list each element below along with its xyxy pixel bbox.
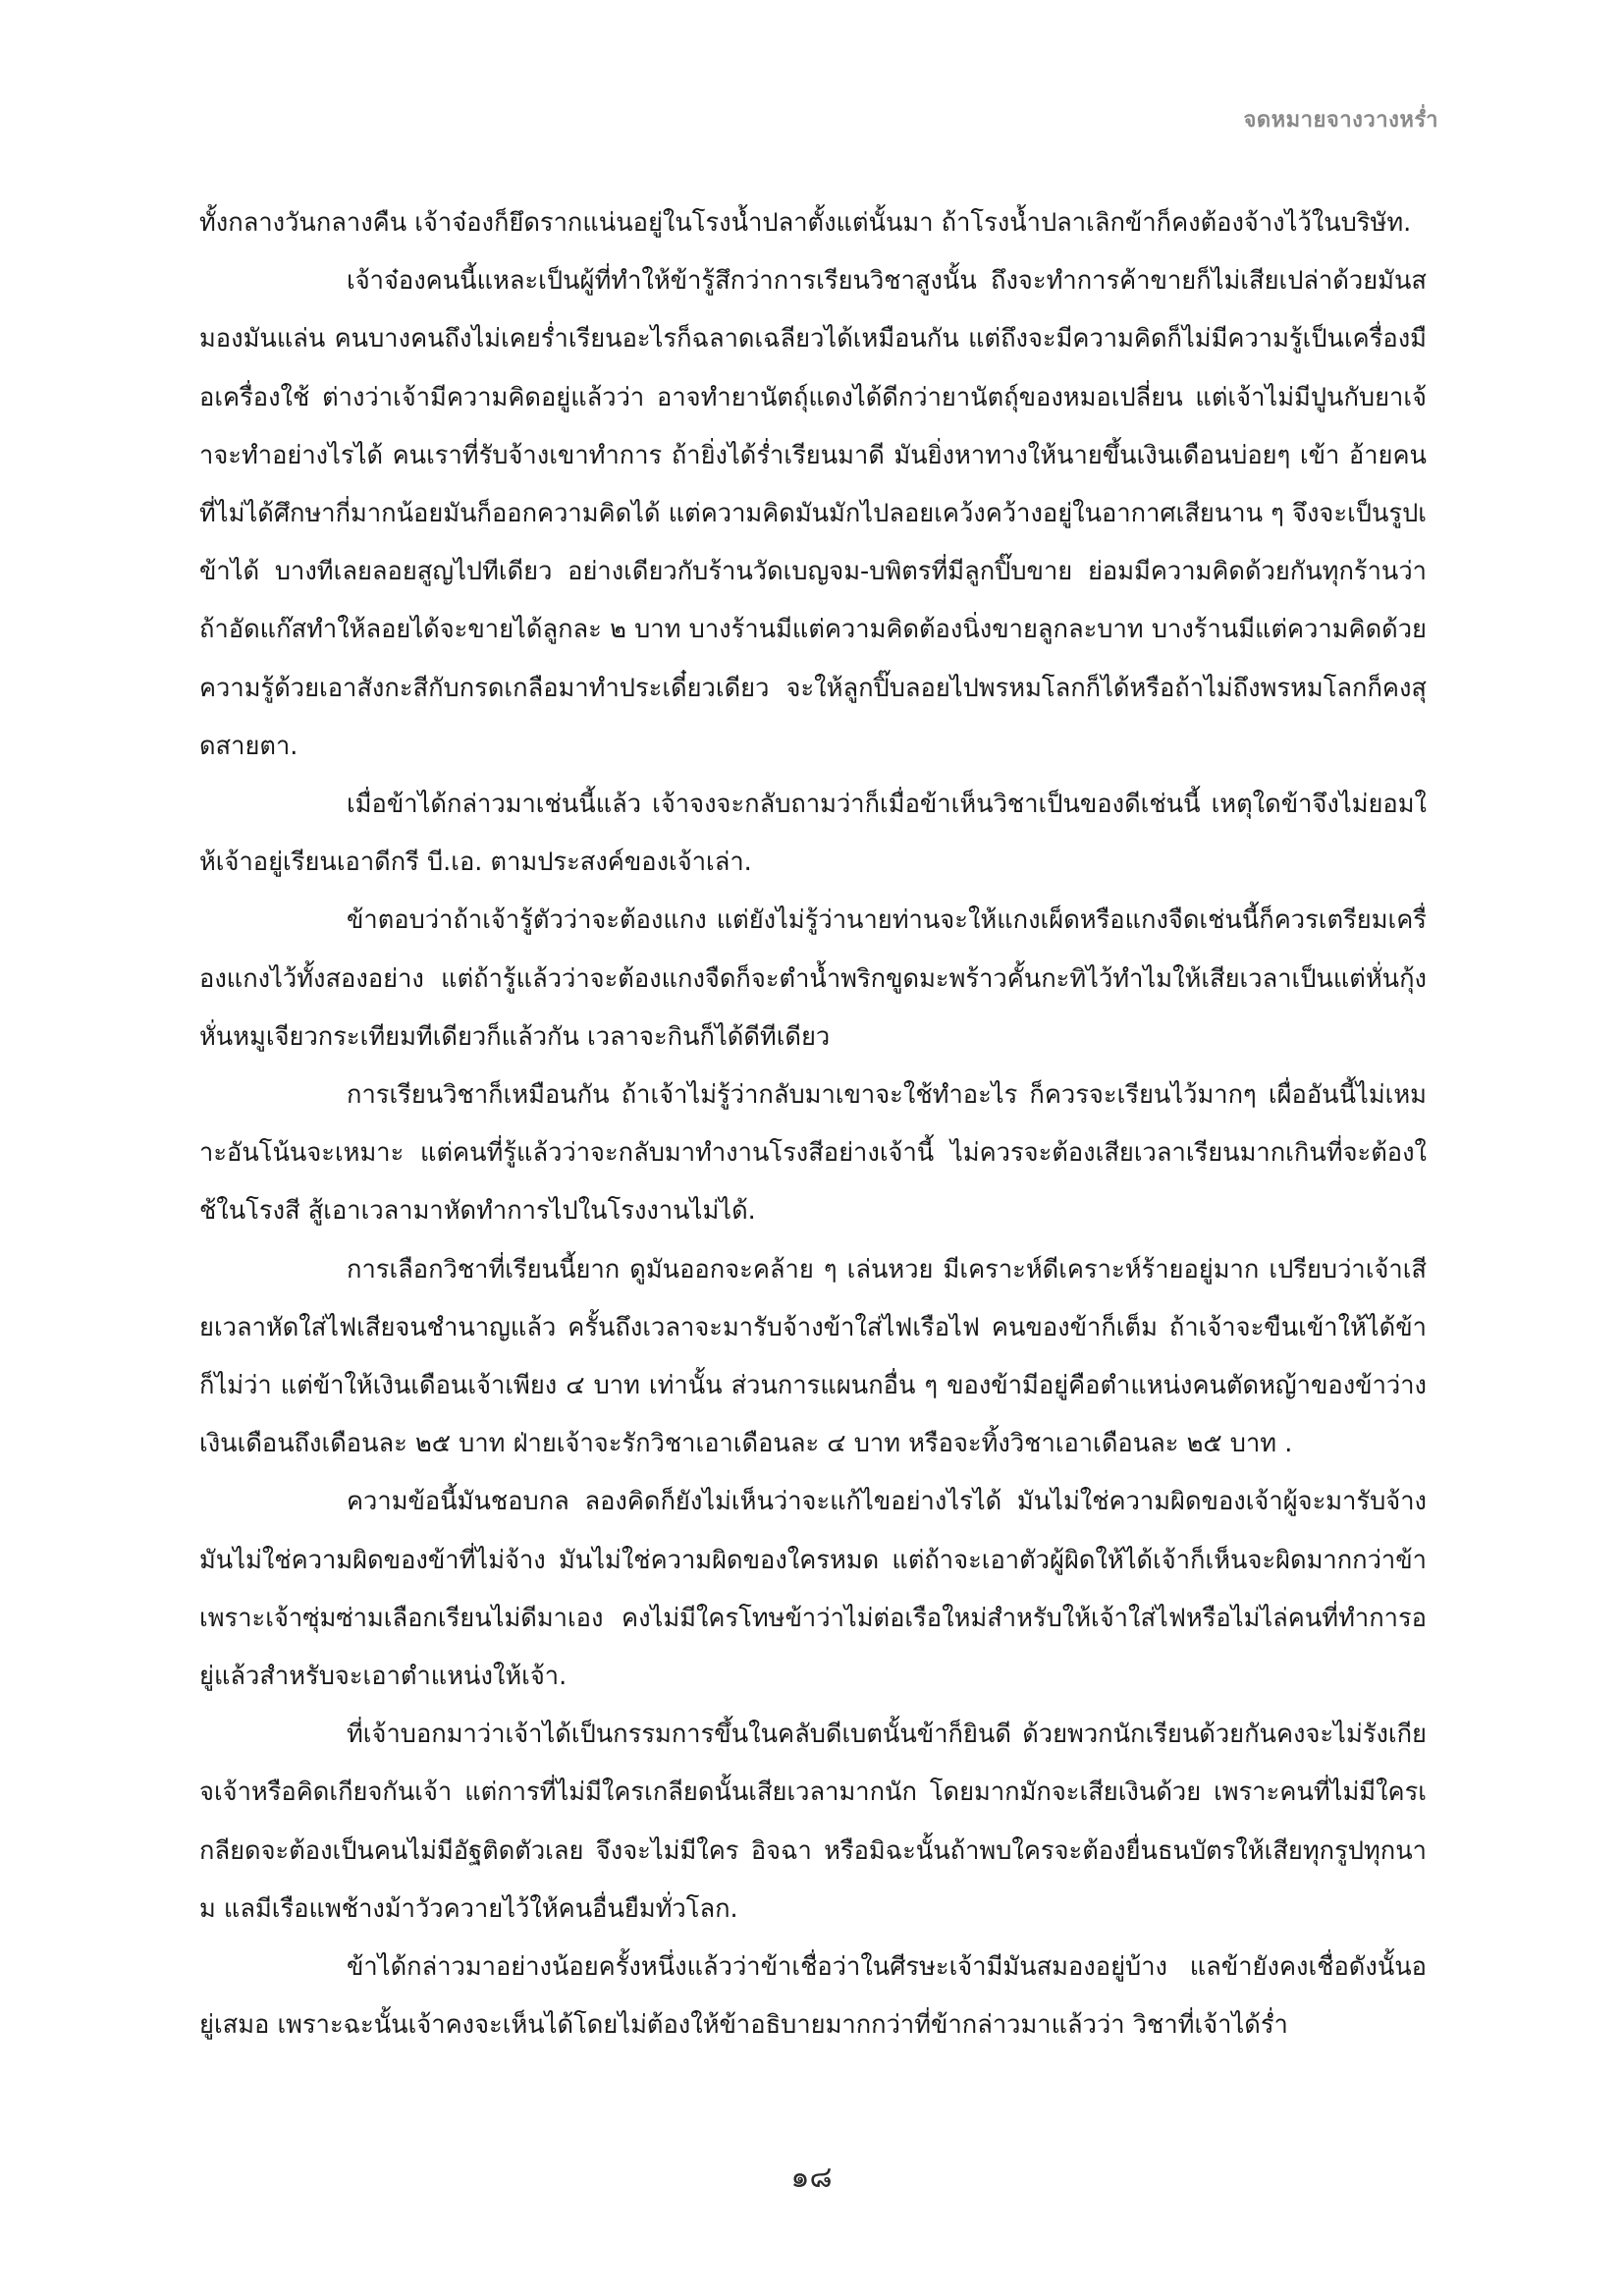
paragraph: การเรียนวิชาก็เหมือนกัน ถ้าเจ้าไม่รู้ว่ากลับมาเขาจะใช้ทำอะไร ก็ควรจะเรียนไว้มากๆ เผื่ออันนี้ไม่เหมาะอันโน้นจะเหมาะ แต่คนที่รู้แล้วว่าจะกลับมาทำงานโรงสีอย่างเจ้านี้ ไม่ควรจะต้องเสียเวลาเรียนมากเกินที่จะต้องใช้ในโรงสี สู้เอาเวลามาหัดทำการไปในโรงงานไม่ได้. [199, 1080, 1427, 1227]
running-header: จดหมายจางวางหร่ำ [1243, 108, 1438, 133]
letter-body [199, 194, 1427, 2055]
paragraph: ที่เจ้าบอกมาว่าเจ้าได้เป็นกรรมการขึ้นในคลับดีเบตนั้นข้าก็ยินดี ด้วยพวกนักเรียนด้วยกันคงจะไม่รังเกียจเจ้าหรือคิดเกียจกันเจ้า แต่การที่ไม่มีใครเกลียดนั้นเสียเวลามากนัก โดยมากมักจะเสียเงินด้วย เพราะคนที่ไม่มีใครเกลียดจะต้องเป็นคนไม่มีอัฐติดตัวเลย จึงจะไม่มีใคร อิจฉา หรือมิฉะนั้นถ้าพบใครจะต้องยื่นธนบัตรให้เสียทุกรูปทุกนาม แลมีเรือแพช้างม้าวัวควายไว้ให้คนอื่นยืมทั่วโลก. [199, 1720, 1427, 1924]
paragraph-continuation: ทั้งกลางวันกลางคืน เจ้าจ๋องก็ยึดรากแน่นอยู่ในโรงน้ำปลาตั้งแต่นั้นมา ถ้าโรงน้ำปลาเลิกข้าก็คงต้องจ้างไว้ในบริษัท. [199, 208, 1412, 238]
paragraph: ความข้อนี้มันชอบกล ลองคิดก็ยังไม่เห็นว่าจะแก้ไขอย่างไรได้ มันไม่ใช่ความผิดของเจ้าผู้จะมารับจ้าง มันไม่ใช่ความผิดของข้าที่ไม่จ้าง มันไม่ใช่ความผิดของใครหมด แต่ถ้าจะเอาตัวผู้ผิดให้ได้เจ้าก็เห็นจะผิดมากกว่าข้า เพราะเจ้าซุ่มซ่ามเลือกเรียนไม่ดีมาเอง คงไม่มีใครโทษข้าว่าไม่ต่อเรือใหม่สำหรับให้เจ้าใส่ไฟหรือไม่ไล่คนที่ทำการอยู่แล้วสำหรับจะเอาตำแหน่งให้เจ้า. [199, 1487, 1427, 1692]
paragraph: ข้าได้กล่าวมาอย่างน้อยครั้งหนึ่งแล้วว่าข้าเชื่อว่าในศีรษะเจ้ามีมันสมองอยู่บ้าง แลข้ายังคงเชื่อดังนั้นอยู่เสมอ เพราะฉะนั้นเจ้าคงจะเห็นได้โดยไม่ต้องให้ข้าอธิบายมากกว่าที่ข้ากล่าวมาแล้วว่า วิชาที่เจ้าได้ร่ำ [199, 1952, 1427, 2041]
paragraph: การเลือกวิชาที่เรียนนี้ยาก ดูมันออกจะคล้าย ๆ เล่นหวย มีเคราะห์ดีเคราะห์ร้ายอยู่มาก เปรียบว่าเจ้าเสียเวลาหัดใส่ไฟเสียจนชำนาญแล้ว ครั้นถึงเวลาจะมารับจ้างข้าใส่ไฟเรือไฟ คนของข้าก็เต็ม ถ้าเจ้าจะขืนเข้าให้ได้ข้าก็ไม่ว่า แต่ข้าให้เงินเดือนเจ้าเพียง ๔ บาท เท่านั้น ส่วนการแผนกอื่น ๆ ของข้ามีอยู่คือตำแหน่งคนตัดหญ้าของข้าว่างเงินเดือนถึงเดือนละ ๒๕ บาท ฝ่ายเจ้าจะรักวิชาเอาเดือนละ ๔ บาท หรือจะทิ้งวิชาเอาเดือนละ ๒๕ บาท . [199, 1254, 1427, 1459]
paragraph: เจ้าจ๋องคนนี้แหละเป็นผู้ที่ทำให้ข้ารู้สึกว่าการเรียนวิชาสูงนั้น ถึงจะทำการค้าขายก็ไม่เสียเปล่าด้วยมันสมองมันแล่น คนบางคนถึงไม่เคยร่ำเรียนอะไรก็ฉลาดเฉลียวได้เหมือนกัน แต่ถึงจะมีความคิดก็ไม่มีความรู้เป็นเครื่องมือเครื่องใช้ ต่างว่าเจ้ามีความคิดอยู่แล้วว่า อาจทำยานัตถุ์แดงได้ดีกว่ายานัตถุ์ของหมอเปลี่ยน แต่เจ้าไม่มีปูนกับยาเจ้าจะทำอย่างไรได้ คนเราที่รับจ้างเขาทำการ ถ้ายิ่งได้ร่ำเรียนมาดี มันยิ่งหาทางให้นายขึ้นเงินเดือนบ่อยๆ เข้า อ้ายคนที่ไม่ได้ศึกษากี่มากน้อยมันก็ออกความคิดได้ แต่ความคิดมันมักไปลอยเคว้งคว้างอยู่ในอากาศเสียนาน ๆ จึงจะเป็นรูปเข้าได้ บางทีเลยลอยสูญไปทีเดียว อย่างเดียวกับร้านวัดเบญจม-บพิตรที่มีลูกปิ๊บขาย ย่อมมีความคิดด้วยกันทุกร้านว่า ถ้าอัดแก๊สทำให้ลอยได้จะขายได้ลูกละ ๒ บาท บางร้านมีแต่ความคิดต้องนิ่งขายลูกละบาท บางร้านมีแต่ความคิดด้วยความรู้ด้วยเอาสังกะสีกับกรดเกลือมาทำประเดี๋ยวเดียว จะให้ลูกปิ๊บลอยไปพรหมโลกก็ได้หรือถ้าไม่ถึงพรหมโลกก็คงสุดสายตา. [199, 266, 1427, 761]
paragraph: ข้าตอบว่าถ้าเจ้ารู้ตัวว่าจะต้องแกง แต่ยังไม่รู้ว่านายท่านจะให้แกงเผ็ดหรือแกงจืดเช่นนี้ก็ควรเตรียมเครื่องแกงไว้ทั้งสองอย่าง แต่ถ้ารู้แล้วว่าจะต้องแกงจืดก็จะตำน้ำพริกขูดมะพร้าวคั้นกะทิไว้ทำไมให้เสียเวลาเป็นแต่หั่นกุ้งหั่นหมูเจียวกระเทียมทีเดียวก็แล้วกัน เวลาจะกินก็ได้ดีทีเดียว [199, 905, 1427, 1052]
paragraph: เมื่อข้าได้กล่าวมาเช่นนี้แล้ว เจ้าจงจะกลับถามว่าก็เมื่อข้าเห็นวิชาเป็นของดีเช่นนี้ เหตุใดข้าจึงไม่ยอมให้เจ้าอยู่เรียนเอาดีกรี บี.เอ. ตามประสงค์ของเจ้าเล่า. [199, 790, 1427, 878]
page-number: ๑๘ [790, 2160, 833, 2195]
